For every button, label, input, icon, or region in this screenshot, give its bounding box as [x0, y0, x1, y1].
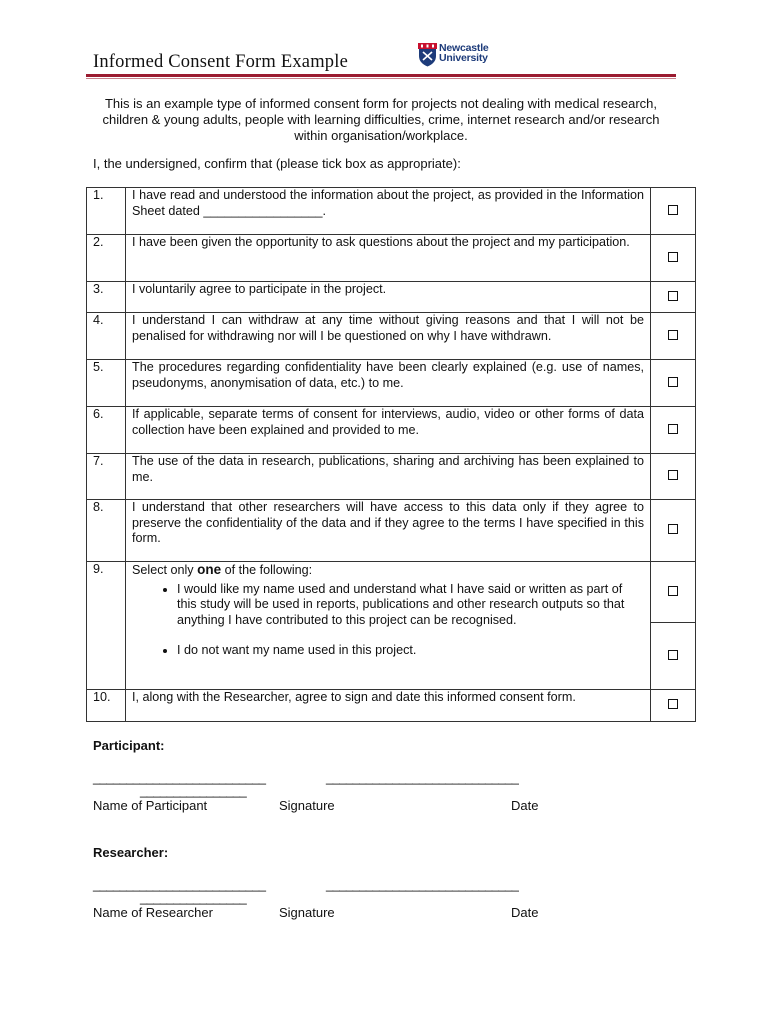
checkbox[interactable] — [668, 205, 678, 215]
university-logo — [418, 43, 508, 73]
table-row — [87, 313, 696, 360]
checkbox-cell[interactable] — [651, 562, 696, 623]
checkbox-cell[interactable] — [651, 690, 696, 722]
item-number: 7. — [87, 454, 126, 500]
checkbox-cell[interactable] — [651, 623, 696, 690]
checkbox-cell[interactable] — [651, 313, 696, 360]
header-rule — [86, 74, 676, 77]
item-text: I understand that other researchers will have access to this data only if they agree to preserve the confidentiality of the data and if they agree to the terms I have specified in this form. — [126, 500, 651, 562]
select-suffix: of the following: — [221, 563, 313, 577]
crest-icon — [418, 43, 437, 67]
select-prefix: Select only — [132, 563, 198, 577]
table-row — [87, 562, 696, 623]
table-row — [87, 454, 696, 500]
checkbox[interactable] — [668, 252, 678, 262]
item-text: I understand I can withdraw at any time without giving reasons and that I will not be penalised for withdrawing nor will I be questioned on why I have withdrawn. — [126, 313, 651, 360]
table-row — [87, 690, 696, 722]
table-row — [87, 188, 696, 235]
item-number: 1. — [87, 188, 126, 235]
item-number: 8. — [87, 500, 126, 562]
participant-date-label: Date — [511, 798, 539, 813]
item-number: 9. — [87, 562, 126, 690]
checkbox[interactable] — [668, 330, 678, 340]
table-row — [87, 235, 696, 282]
item-text: The procedures regarding confidentiality have been clearly explained (e.g. use of names, pseudonyms, anonymisation of data, etc.) to me. — [126, 360, 651, 407]
checkbox[interactable] — [668, 586, 678, 596]
checkbox[interactable] — [668, 377, 678, 387]
checkbox-cell[interactable] — [651, 235, 696, 282]
checkbox[interactable] — [668, 470, 678, 480]
item-number: 6. — [87, 407, 126, 454]
checkbox-cell[interactable] — [651, 500, 696, 562]
item-number: 5. — [87, 360, 126, 407]
option-name-not-used: • I do not want my name used in this project. — [177, 643, 644, 659]
participant-signature-label: Signature — [279, 798, 335, 813]
instruction-text: I, the undersigned, confirm that (please tick box as appropriate): — [93, 156, 461, 171]
page-title: Informed Consent Form Example — [93, 52, 348, 72]
item-text: If applicable, separate terms of consent for interviews, audio, video or other forms of data collection have been explained and provided to me. — [126, 407, 651, 454]
consent-table — [86, 187, 696, 722]
item-number: 10. — [87, 690, 126, 722]
checkbox[interactable] — [668, 699, 678, 709]
checkbox-cell[interactable] — [651, 360, 696, 407]
checkbox-cell[interactable] — [651, 407, 696, 454]
table-row — [87, 282, 696, 313]
item-number: 4. — [87, 313, 126, 360]
option-list — [132, 582, 644, 659]
table-row — [87, 360, 696, 407]
item-text: I voluntarily agree to participate in the project. — [126, 282, 651, 313]
item-text: I have read and understood the information about the project, as provided in the Information Sheet dated _________________. — [126, 188, 651, 235]
participant-date-line[interactable]: ________________ — [140, 783, 247, 798]
item-number: 3. — [87, 282, 126, 313]
checkbox-cell[interactable] — [651, 188, 696, 235]
checkbox[interactable] — [668, 291, 678, 301]
item-number: 2. — [87, 235, 126, 282]
option-name-used: • I would like my name used and understand what I have said or written as part of this study will be used in reports, publications and other research outputs so that anything I have contributed to this project can be recognised. — [177, 582, 644, 629]
researcher-signature-line[interactable]: _____________________________ — [326, 877, 519, 892]
select-emphasis: one — [197, 562, 222, 577]
intro-paragraph: This is an example type of informed consent form for projects not dealing with medical research, children & young adults, people with learning difficulties, crime, internet research and/or research within organisation/workplace. — [102, 96, 660, 143]
researcher-name-line[interactable]: __________________________ — [93, 877, 266, 892]
table-row — [87, 407, 696, 454]
logo-wordmark — [439, 43, 489, 63]
logo-line-1: Newcastle — [439, 42, 489, 54]
checkbox-cell[interactable] — [651, 282, 696, 313]
item-text-select-one — [126, 562, 651, 690]
logo-line-2: University — [439, 52, 488, 64]
researcher-date-line[interactable]: ________________ — [140, 890, 247, 905]
item-text: I, along with the Researcher, agree to sign and date this informed consent form. — [126, 690, 651, 722]
header-rule-thin — [86, 78, 676, 79]
item-text: I have been given the opportunity to ask questions about the project and my participation. — [126, 235, 651, 282]
checkbox[interactable] — [668, 424, 678, 434]
checkbox[interactable] — [668, 524, 678, 534]
participant-name-label: Name of Participant — [93, 798, 208, 813]
researcher-name-label: Name of Researcher — [93, 905, 213, 920]
researcher-heading: Researcher: — [93, 845, 169, 860]
researcher-signature-label: Signature — [279, 905, 335, 920]
participant-signature-line[interactable]: _____________________________ — [326, 770, 519, 785]
participant-name-line[interactable]: __________________________ — [93, 770, 266, 785]
participant-heading: Participant: — [93, 738, 165, 753]
table-row — [87, 500, 696, 562]
checkbox-cell[interactable] — [651, 454, 696, 500]
researcher-date-label: Date — [511, 905, 539, 920]
checkbox[interactable] — [668, 650, 678, 660]
item-text: The use of the data in research, publications, sharing and archiving has been explained to me. — [126, 454, 651, 500]
